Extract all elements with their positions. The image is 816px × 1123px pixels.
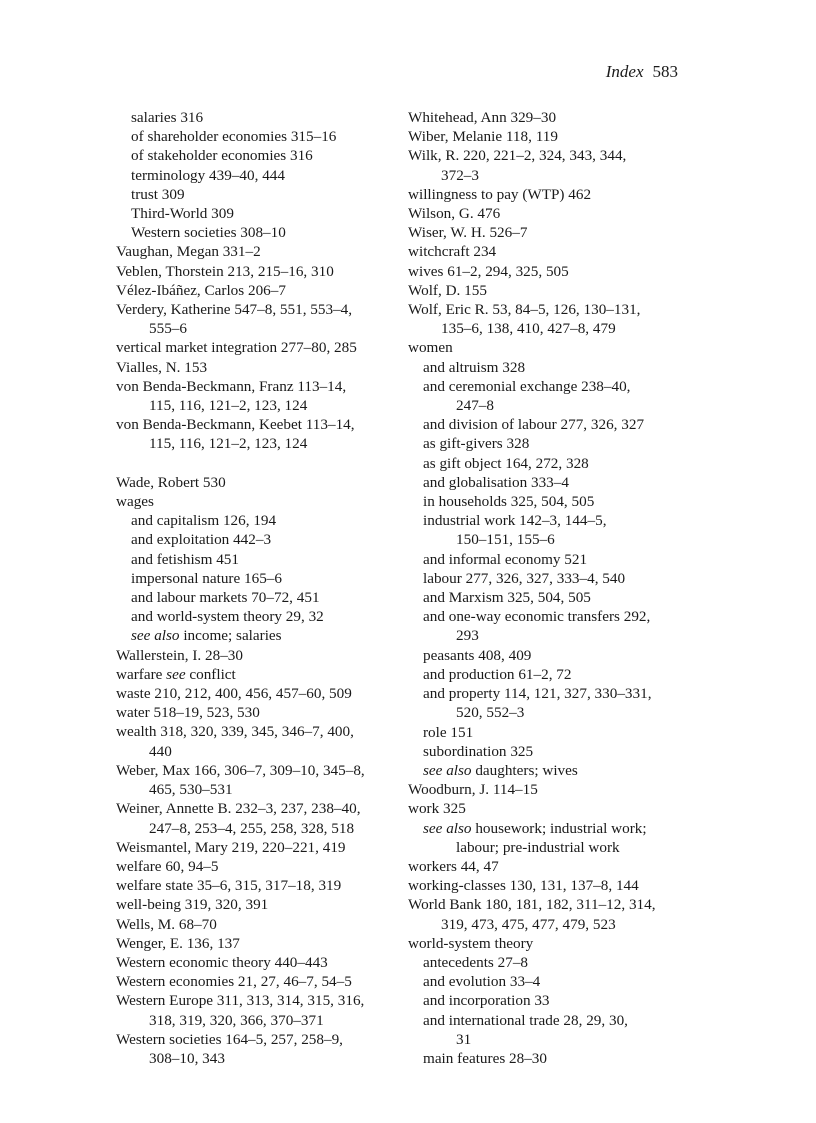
index-entry: water 518–19, 523, 530 [116,704,260,722]
index-entry: Wenger, E. 136, 137 [116,934,240,952]
index-subentry: impersonal nature 165–6 [131,569,282,587]
index-entry: world-system theory [408,934,534,952]
index-entry-continuation: 293 [456,627,479,645]
index-entry: Weber, Max 166, 306–7, 309–10, 345–8, [116,761,365,779]
index-entry-continuation: 465, 530–531 [149,781,233,799]
index-subentry: and globalisation 333–4 [423,473,569,491]
index-subentry: terminology 439–40, 444 [131,166,285,184]
index-subentry: and production 61–2, 72 [423,665,572,683]
page-number: 583 [652,62,678,81]
index-entry: Weiner, Annette B. 232–3, 237, 238–40, [116,800,361,818]
index-subentry [116,626,401,645]
index-subentry [408,819,698,838]
index-subentry: and capitalism 126, 194 [131,512,277,530]
index-entry-continuation: 135–6, 138, 410, 427–8, 479 [441,320,616,338]
index-subentry: industrial work 142–3, 144–5, [423,512,607,530]
index-entry: well-being 319, 320, 391 [116,896,269,914]
index-entry [116,665,401,684]
index-entry: welfare 60, 94–5 [116,857,219,875]
index-subentry: and incorporation 33 [423,992,550,1010]
index-entry: Vaughan, Megan 331–2 [116,243,261,261]
index-entry: witchcraft 234 [408,243,497,261]
index-subentry: labour 277, 326, 327, 333–4, 540 [423,569,626,587]
index-subentry [408,761,698,780]
index-entry: von Benda-Beckmann, Keebet 113–14, [116,416,355,434]
index-entry-continuation: 247–8, 253–4, 255, 258, 328, 518 [149,819,355,837]
cross-reference-label: see [166,665,186,683]
index-entry-continuation: 247–8 [456,397,494,415]
index-entry: Wilk, R. 220, 221–2, 324, 343, 344, [408,147,627,165]
index-entry: Wiser, W. H. 526–7 [408,224,528,242]
index-subentry: and division of labour 277, 326, 327 [423,416,645,434]
index-entry: Veblen, Thorstein 213, 215–16, 310 [116,262,334,280]
index-entry: wealth 318, 320, 339, 345, 346–7, 400, [116,723,354,741]
index-entry: Western Europe 311, 313, 314, 315, 316, [116,992,365,1010]
index-entry: wives 61–2, 294, 325, 505 [408,262,569,280]
index-entry: Wolf, D. 155 [408,281,487,299]
index-entry: Wallerstein, I. 28–30 [116,646,243,664]
index-entry-continuation: 115, 116, 121–2, 123, 124 [149,397,308,415]
entry-text: housework; industrial work; [471,819,647,837]
index-subentry: Third-World 309 [131,205,234,223]
index-column-right [408,108,698,1068]
index-subentry: and informal economy 521 [423,550,588,568]
index-subentry: as gift object 164, 272, 328 [423,454,589,472]
index-subentry: trust 309 [131,185,185,203]
index-entry: Western economies 21, 27, 46–7, 54–5 [116,973,352,991]
index-subentry: peasants 408, 409 [423,646,532,664]
index-entry: Weismantel, Mary 219, 220–221, 419 [116,838,346,856]
running-header [606,61,678,83]
index-entry: vertical market integration 277–80, 285 [116,339,357,357]
index-entry: Western economic theory 440–443 [116,953,328,971]
index-entry-continuation: 31 [456,1030,472,1048]
index-entry: Verdery, Katherine 547–8, 551, 553–4, [116,301,353,319]
index-entry-continuation: 150–151, 155–6 [456,531,555,549]
index-entry: women [408,339,453,357]
index-entry: Vialles, N. 153 [116,358,208,376]
index-subentry: and fetishism 451 [131,550,239,568]
index-subentry: and exploitation 442–3 [131,531,272,549]
index-entry: Wiber, Melanie 118, 119 [408,128,558,146]
index-subentry: and ceremonial exchange 238–40, [423,377,631,395]
cross-reference-label: see also [423,761,472,779]
index-entry: Wells, M. 68–70 [116,915,217,933]
index-subentry: salaries 316 [131,109,204,126]
index-entry: World Bank 180, 181, 182, 311–12, 314, [408,896,656,914]
cross-reference-label: see also [131,627,180,645]
index-entry: Wade, Robert 530 [116,473,226,491]
index-entry-continuation: 555–6 [149,320,187,338]
index-entry: Vélez-Ibáñez, Carlos 206–7 [116,281,286,299]
index-subentry: and labour markets 70–72, 451 [131,589,320,607]
index-entry-continuation: 372–3 [441,166,479,184]
index-subentry: of stakeholder economies 316 [131,147,313,165]
index-subentry: main features 28–30 [423,1049,547,1067]
index-entry-continuation: 440 [149,742,172,760]
index-entry: workers 44, 47 [408,857,499,875]
index-subentry: and world-system theory 29, 32 [131,608,324,626]
index-entry-continuation: labour; pre-industrial work [456,838,620,856]
header-label: Index [605,62,644,81]
index-subentry: role 151 [423,723,474,741]
index-subentry: and international trade 28, 29, 30, [423,1011,628,1029]
index-entry: work 325 [408,800,466,818]
index-entry: Western societies 164–5, 257, 258–9, [116,1030,343,1048]
index-column-left [116,108,401,1068]
index-entry: wages [116,493,154,511]
index-entry-continuation: 318, 319, 320, 366, 370–371 [149,1011,324,1029]
entry-text: income; salaries [179,627,282,645]
index-subentry: and one-way economic transfers 292, [423,608,651,626]
index-entry: Whitehead, Ann 329–30 [408,109,557,126]
index-entry: Woodburn, J. 114–15 [408,781,538,799]
index-subentry: and property 114, 121, 327, 330–331, [423,685,652,703]
index-entry: Wolf, Eric R. 53, 84–5, 126, 130–131, [408,301,641,319]
index-subentry: subordination 325 [423,742,534,760]
index-entry: von Benda-Beckmann, Franz 113–14, [116,377,347,395]
index-subentry: and evolution 33–4 [423,973,541,991]
index-subentry: and Marxism 325, 504, 505 [423,589,591,607]
index-entry: waste 210, 212, 400, 456, 457–60, 509 [116,685,352,703]
index-subentry: of shareholder economies 315–16 [131,128,337,146]
index-subentry: Western societies 308–10 [131,224,286,242]
index-entry: welfare state 35–6, 315, 317–18, 319 [116,877,342,895]
index-subentry: antecedents 27–8 [423,953,529,971]
index-entry: working-classes 130, 131, 137–8, 144 [408,877,639,895]
entry-text: daughters; wives [471,761,578,779]
index-subentry: as gift-givers 328 [423,435,530,453]
index-entry-continuation: 520, 552–3 [456,704,525,722]
index-entry-continuation: 308–10, 343 [149,1049,225,1067]
cross-reference-label: see also [423,819,472,837]
index-entry-continuation: 319, 473, 475, 477, 479, 523 [441,915,616,933]
index-subentry: in households 325, 504, 505 [423,493,595,511]
index-entry-continuation: 115, 116, 121–2, 123, 124 [149,435,308,453]
index-entry: Wilson, G. 476 [408,205,501,223]
index-entry: willingness to pay (WTP) 462 [408,185,592,203]
index-subentry: and altruism 328 [423,358,526,376]
entry-heading: warfare [116,665,167,683]
entry-text: conflict [185,665,236,683]
